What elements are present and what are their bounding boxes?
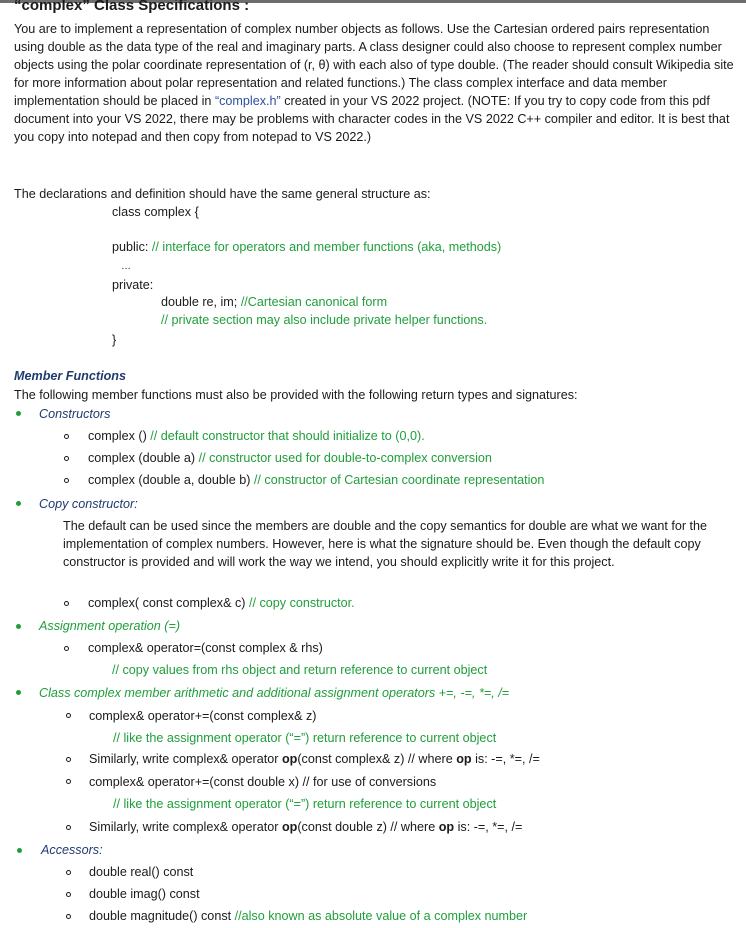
code-ellipsis: … bbox=[121, 261, 131, 272]
copy-constructor-item bbox=[88, 594, 355, 612]
circle-bullet-icon bbox=[66, 914, 71, 919]
intro-text-2: created in your VS 2022 project. (NOTE: If you try to copy code from this pdf document into your VS 2022, there may be problems with character codes in the VS 2022 C++ compiler and editor. It is best that you copy into notepad and then copy from notepad to VS 2022.) bbox=[14, 94, 730, 144]
accessors-label: Accessors: bbox=[41, 843, 103, 857]
circle-bullet-icon bbox=[64, 646, 69, 651]
constructor-item bbox=[88, 471, 544, 489]
copy-constructor-description: The default can be used since the members are double and the copy semantics for double are what we want for the implementation of complex numbers. However, here is what the signature should be. Even though the default copy constructor is provided and will work the way we intend, you should explicitly write it for this project. bbox=[63, 519, 708, 569]
circle-bullet-icon bbox=[64, 478, 69, 483]
constructor-comment: // constructor used for double-to-complex conversion bbox=[198, 451, 492, 465]
op-keyword: op bbox=[438, 820, 455, 834]
public-keyword: public: bbox=[112, 240, 152, 254]
circle-bullet-icon bbox=[66, 870, 71, 875]
arithmetic-label: Class complex member arithmetic and additional assignment operators +=, -=, *=, /= bbox=[39, 686, 510, 700]
member-declaration: double re, im; bbox=[161, 295, 241, 309]
code-close-brace: } bbox=[112, 333, 117, 347]
bullet-icon bbox=[16, 624, 21, 629]
circle-bullet-icon bbox=[64, 601, 69, 606]
circle-bullet-icon bbox=[66, 713, 71, 718]
bullet-icon bbox=[16, 501, 21, 506]
copy-constructor-signature: complex( const complex& c) bbox=[88, 596, 249, 610]
constructor-signature: complex (double a, double b) bbox=[88, 473, 254, 487]
code-class-line: class complex { bbox=[112, 205, 199, 219]
arithmetic-item-2-pre: Similarly, write complex& operator bbox=[89, 752, 282, 766]
circle-bullet-icon bbox=[66, 779, 71, 784]
intro-paragraph bbox=[14, 20, 738, 146]
constructor-comment: // constructor of Cartesian coordinate representation bbox=[253, 473, 545, 487]
arithmetic-item-2-mid: (const complex& z) // where bbox=[297, 752, 457, 766]
member-functions-heading: Member Functions bbox=[14, 369, 126, 383]
arithmetic-item-1-signature: complex& operator+=(const complex& z) bbox=[89, 709, 317, 723]
circle-bullet-icon bbox=[64, 456, 69, 461]
constructor-comment: // default constructor that should initialize to (0,0). bbox=[150, 429, 425, 443]
assignment-signature: complex& operator=(const complex & rhs) bbox=[88, 641, 323, 655]
arithmetic-item-3-signature: complex& operator+=(const double x) // for use of conversions bbox=[89, 775, 437, 789]
arithmetic-item-2-post: is: -=, *=, /= bbox=[471, 752, 540, 766]
file-name: “complex.h” bbox=[214, 94, 281, 108]
accessor-item bbox=[89, 907, 527, 925]
copy-constructor-comment: // copy constructor. bbox=[248, 596, 355, 610]
member-comment: //Cartesian canonical form bbox=[240, 295, 388, 309]
code-private-comment: // private section may also include private helper functions. bbox=[161, 313, 488, 327]
accessor-signature: double magnitude() const bbox=[89, 909, 235, 923]
public-comment: // interface for operators and member functions (aka, methods) bbox=[151, 240, 502, 254]
arithmetic-item-4-pre: Similarly, write complex& operator bbox=[89, 820, 282, 834]
bullet-icon bbox=[16, 690, 21, 695]
accessor-signature: double real() const bbox=[89, 865, 194, 879]
accessor-signature: double imag() const bbox=[89, 887, 200, 901]
circle-bullet-icon bbox=[66, 892, 71, 897]
constructor-signature: complex () bbox=[88, 429, 151, 443]
arithmetic-item-4 bbox=[89, 818, 522, 836]
member-functions-intro: The following member functions must also be provided with the following return types and signatures: bbox=[14, 388, 578, 402]
assignment-label: Assignment operation (=) bbox=[39, 619, 181, 633]
accessor-item bbox=[89, 863, 193, 881]
declarations-intro: The declarations and definition should have the same general structure as: bbox=[14, 187, 431, 201]
op-keyword: op bbox=[281, 820, 298, 834]
assignment-comment: // copy values from rhs object and return reference to current object bbox=[112, 663, 488, 677]
circle-bullet-icon bbox=[66, 825, 71, 830]
accessor-item bbox=[89, 885, 200, 903]
code-member-line bbox=[161, 293, 387, 311]
op-keyword: op bbox=[281, 752, 298, 766]
bullet-icon bbox=[16, 411, 21, 416]
arithmetic-item-1-comment: // like the assignment operator (“=”) return reference to current object bbox=[113, 731, 497, 745]
circle-bullet-icon bbox=[66, 757, 71, 762]
constructors-label: Constructors bbox=[39, 407, 111, 421]
constructor-item bbox=[88, 427, 425, 445]
code-public-line bbox=[112, 238, 501, 256]
copy-constructor-label: Copy constructor: bbox=[39, 497, 138, 511]
arithmetic-item-2 bbox=[89, 750, 540, 768]
arithmetic-item-3-comment: // like the assignment operator (“=”) return reference to current object bbox=[113, 797, 497, 811]
circle-bullet-icon bbox=[64, 434, 69, 439]
constructor-signature: complex (double a) bbox=[88, 451, 199, 465]
page-title: “complex” Class Specifications : bbox=[14, 0, 250, 14]
constructor-item bbox=[88, 449, 492, 467]
intro-text-1: You are to implement a representation of complex number objects as follows. Use the Cartesian ordered pairs representation using double as the data type of the real and imaginary parts. A class designer could also choose to represent complex number objects using the polar coordinate representation of (r, θ) with each also of type double. (The reader should consult Wikipedia site for more information about polar representation and related functions.) The class complex interface and data member implementation should be placed in bbox=[14, 22, 734, 108]
accessor-comment: //also known as absolute value of a complex number bbox=[234, 909, 528, 923]
op-keyword: op bbox=[456, 752, 472, 766]
arithmetic-item-4-mid: (const double z) // where bbox=[297, 820, 439, 834]
arithmetic-item-4-post: is: -=, *=, /= bbox=[454, 820, 523, 834]
code-private-line: private: bbox=[112, 278, 154, 292]
bullet-icon bbox=[17, 848, 22, 853]
